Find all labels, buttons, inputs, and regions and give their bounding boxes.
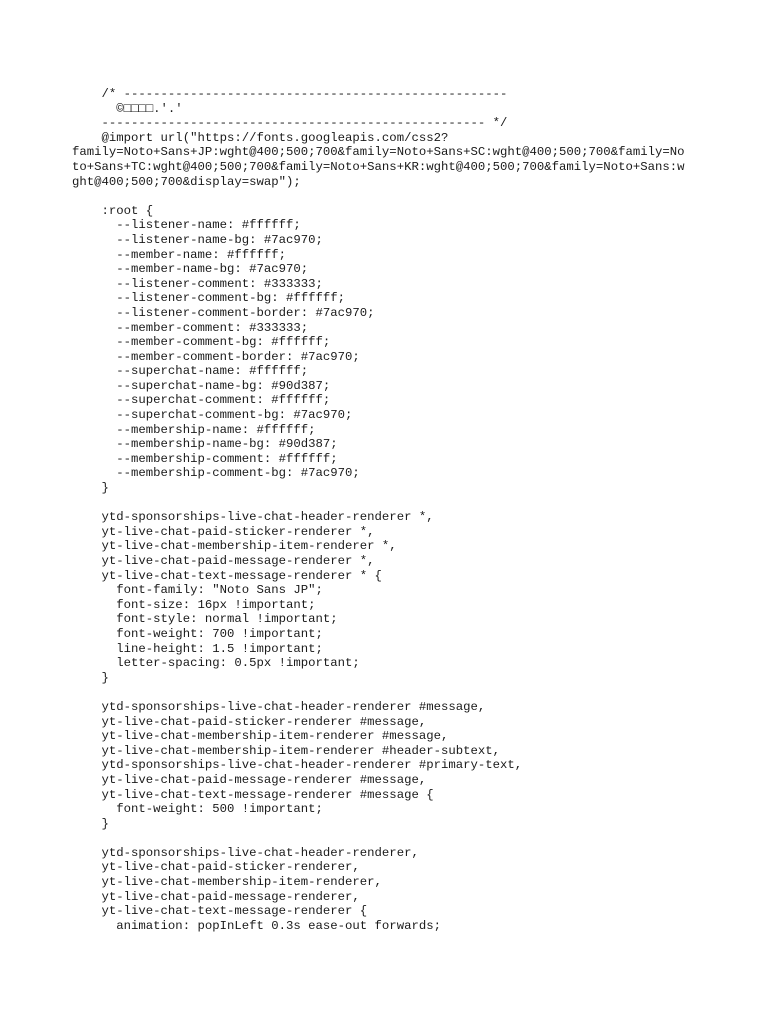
code-line: --listener-comment-bg: #ffffff; (72, 291, 346, 306)
code-line: --superchat-comment-bg: #7ac970; (72, 408, 353, 423)
code-line: --member-comment: #333333; (72, 320, 309, 335)
blank-line (72, 831, 712, 846)
code-line: /* ---------------------------------------------------- (72, 87, 508, 101)
code-line: --superchat-name: #ffffff; (72, 364, 309, 379)
code-line: yt-live-chat-paid-sticker-renderer, (72, 860, 360, 875)
code-line: line-height: 1.5 !important; (72, 641, 323, 656)
blank-line (72, 496, 712, 511)
code-line: --listener-name-bg: #7ac970; (72, 232, 323, 247)
code-line: yt-live-chat-text-message-renderer * { (72, 568, 382, 583)
code-line: animation: popInLeft 0.3s ease-out forwards; (72, 918, 441, 933)
code-line: --listener-comment: #333333; (72, 276, 323, 291)
code-line: yt-live-chat-membership-item-renderer #message, (72, 729, 449, 744)
code-line: @import url("https://fonts.googleapis.com/css2? (72, 130, 449, 145)
code-line: yt-live-chat-membership-item-renderer *, (72, 539, 397, 554)
code-line: :root { (72, 203, 154, 218)
code-line: --membership-comment: #ffffff; (72, 451, 338, 466)
code-line: --membership-name-bg: #90d387; (72, 437, 338, 452)
code-line: --member-comment-border: #7ac970; (72, 349, 360, 364)
code-line: ytd-sponsorships-live-chat-header-renderer #primary-text, (72, 758, 523, 773)
code-line: yt-live-chat-paid-message-renderer #message, (72, 772, 427, 787)
code-line: --superchat-comment: #ffffff; (72, 393, 331, 408)
code-line: font-style: normal !important; (72, 612, 338, 627)
blank-line (72, 685, 712, 700)
code-line: yt-live-chat-paid-message-renderer, (72, 889, 360, 904)
code-line: yt-live-chat-paid-sticker-renderer #message, (72, 714, 427, 729)
code-line: ytd-sponsorships-live-chat-header-renderer *, (72, 510, 434, 525)
code-line: font-weight: 700 !important; (72, 626, 323, 641)
code-line: --membership-comment-bg: #7ac970; (72, 466, 360, 481)
code-line: } (72, 670, 109, 685)
document-page (72, 87, 712, 933)
code-line: --membership-name: #ffffff; (72, 422, 316, 437)
code-line: } (72, 816, 109, 831)
code-line: --listener-name: #ffffff; (72, 218, 301, 233)
code-line: --superchat-name-bg: #90d387; (72, 378, 331, 393)
code-line: ---------------------------------------------------- */ (72, 116, 508, 131)
code-line: font-weight: 500 !important; (72, 802, 323, 817)
code-line: --member-comment-bg: #ffffff; (72, 335, 331, 350)
code-line: --listener-comment-border: #7ac970; (72, 305, 375, 320)
code-line: --member-name-bg: #7ac970; (72, 262, 309, 277)
code-line: font-size: 16px !important; (72, 597, 316, 612)
code-line: } (72, 481, 109, 496)
code-line: ytd-sponsorships-live-chat-header-renderer, (72, 845, 419, 860)
code-line: ©□□□□.′.′ (72, 101, 183, 116)
code-line: yt-live-chat-text-message-renderer { (72, 904, 368, 919)
code-line: family=Noto+Sans+JP:wght@400;500;700&family=Noto+Sans+SC:wght@400;500;700&family=No (72, 145, 685, 160)
code-line: ytd-sponsorships-live-chat-header-renderer #message, (72, 699, 486, 714)
code-line: yt-live-chat-paid-sticker-renderer *, (72, 524, 375, 539)
code-line: font-family: "Noto Sans JP"; (72, 583, 323, 598)
code-line: yt-live-chat-membership-item-renderer #header-subtext, (72, 743, 501, 758)
code-line: yt-live-chat-membership-item-renderer, (72, 875, 382, 890)
code-line: yt-live-chat-text-message-renderer #message { (72, 787, 434, 802)
code-line: letter-spacing: 0.5px !important; (72, 656, 360, 671)
code-line: yt-live-chat-paid-message-renderer *, (72, 554, 375, 568)
code-line: ght@400;500;700&display=swap"); (72, 174, 301, 189)
code-line: to+Sans+TC:wght@400;500;700&family=Noto+Sans+KR:wght@400;500;700&family=Noto+Sans:w (72, 159, 685, 174)
code-line: --member-name: #ffffff; (72, 247, 287, 262)
blank-line (72, 189, 712, 204)
